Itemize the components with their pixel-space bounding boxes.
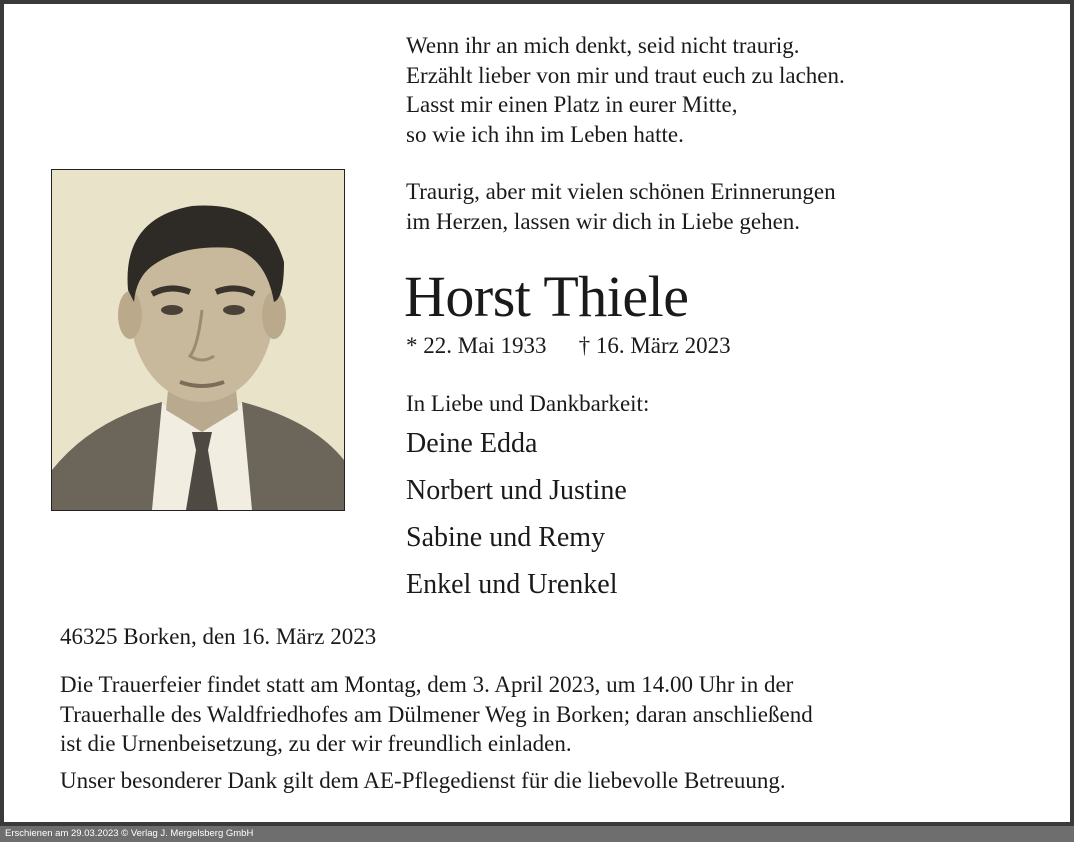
farewell-line: im Herzen, lassen wir dich in Liebe gehen. [406,208,801,234]
thanks-note: Unser besonderer Dank gilt dem AE-Pflegedienst für die liebevolle Betreuung. [60,768,786,793]
mourner-name: Sabine und Remy [406,522,606,553]
poem-line: Wenn ihr an mich denkt, seid nicht traurig. [406,33,800,58]
poem [406,31,845,149]
deceased-name: Horst Thiele [404,264,689,329]
farewell-line: Traurig, aber mit vielen schönen Erinnerungen [406,179,836,204]
mourner-name: Deine Edda [406,428,538,459]
mourners-intro: In Liebe und Dankbarkeit: [406,391,650,416]
poem-line: Erzählt lieber von mir und traut euch zu lachen. [406,62,845,88]
life-dates [406,331,731,361]
mourners-list [406,426,627,614]
mourner-name: Enkel und Urenkel [406,569,618,600]
ceremony-line: Trauerhalle des Waldfriedhofes am Dülmener Weg in Borken; daran anschließend [60,701,813,727]
place-date: 46325 Borken, den 16. März 2023 [60,624,377,649]
farewell-text [406,177,836,236]
birth-date: * 22. Mai 1933 [406,333,547,358]
portrait-photo [51,169,345,511]
ceremony-info [60,670,1020,759]
mourner-name: Norbert und Justine [406,475,627,506]
poem-line: Lasst mir einen Platz in eurer Mitte, [406,92,738,117]
death-date: † 16. März 2023 [578,333,731,358]
ceremony-line: Die Trauerfeier findet statt am Montag, dem 3. April 2023, um 14.00 Uhr in der [60,672,794,697]
portrait-illustration [52,170,344,510]
publication-footer: Erschienen am 29.03.2023 © Verlag J. Mergelsberg GmbH [0,826,1074,842]
poem-line: so wie ich ihn im Leben hatte. [406,121,684,147]
ceremony-line: ist die Urnenbeisetzung, zu der wir freundlich einladen. [60,731,572,756]
